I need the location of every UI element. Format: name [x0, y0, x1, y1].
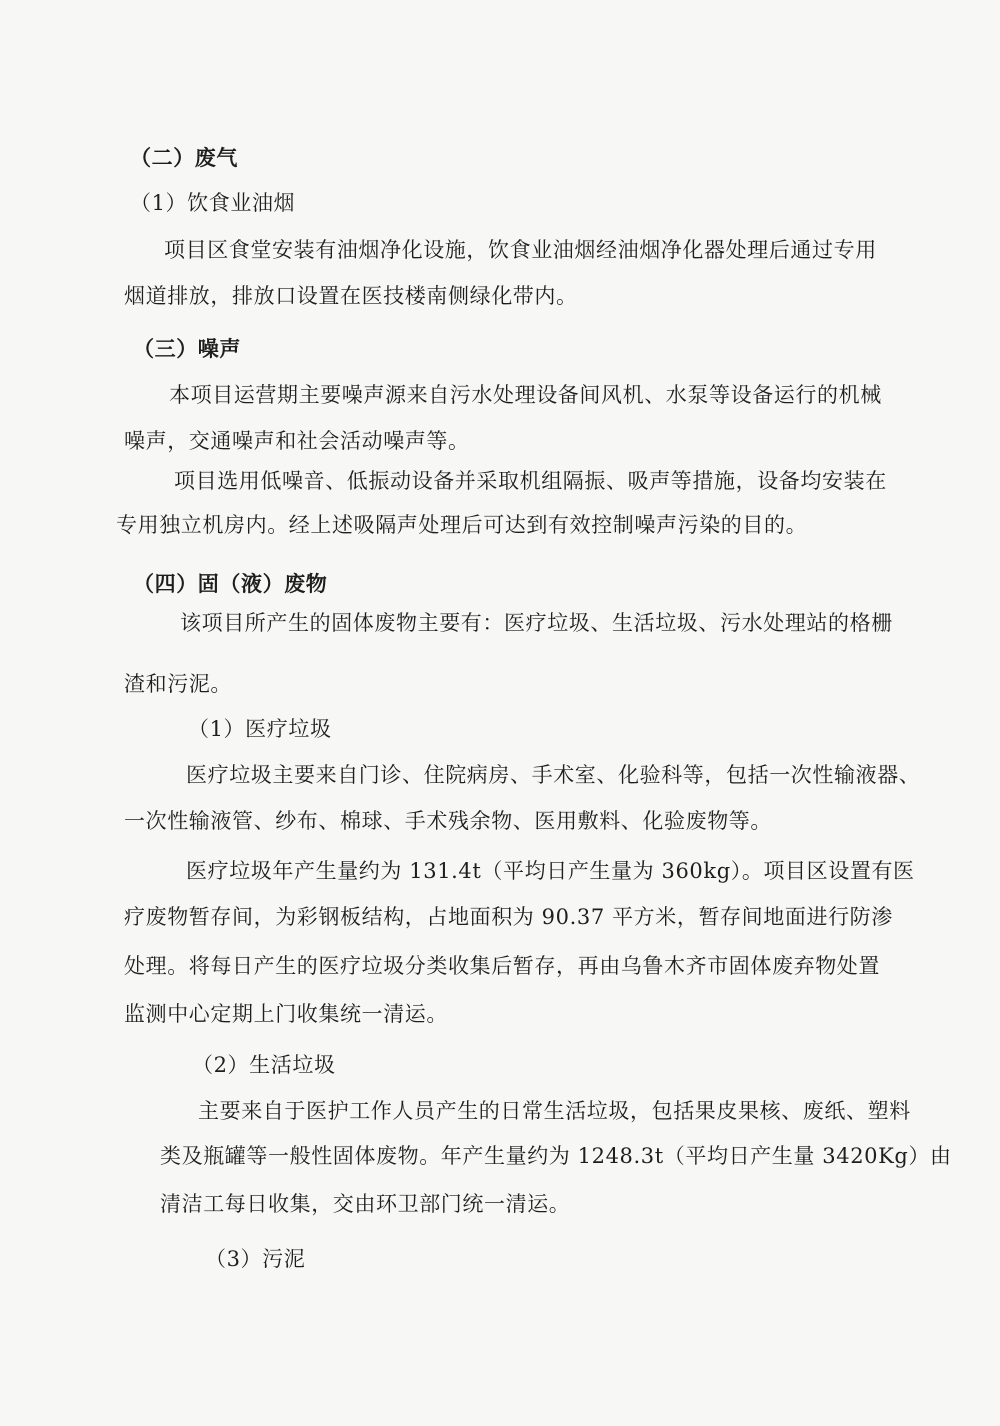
heading-noise: （三）噪声 [133, 336, 241, 361]
paragraph-line: 疗废物暂存间，为彩钢板结构，占地面积为 90.37 平方米，暂存间地面进行防渗 [124, 905, 893, 929]
subheading-cooking-fumes: （1）饮食业油烟 [130, 191, 296, 215]
heading-solid-waste: （四）固（液）废物 [133, 571, 328, 596]
paragraph-line: 烟道排放，排放口设置在医技楼南侧绿化带内。 [124, 284, 578, 308]
subheading-sludge: （3）污泥 [205, 1247, 306, 1271]
paragraph-line: 主要来自于医护工作人员产生的日常生活垃圾，包括果皮果核、废纸、塑料 [198, 1099, 911, 1123]
paragraph-line: 噪声，交通噪声和社会活动噪声等。 [124, 429, 470, 453]
paragraph-line: 项目区食堂安装有油烟净化设施，饮食业油烟经油烟净化器处理后通过专用 [164, 238, 877, 262]
paragraph-line: 专用独立机房内。经上述吸隔声处理后可达到有效控制噪声污染的目的。 [116, 513, 808, 537]
subheading-domestic-waste: （2）生活垃圾 [192, 1053, 336, 1077]
paragraph-line: 该项目所产生的固体废物主要有：医疗垃圾、生活垃圾、污水处理站的格栅 [180, 611, 893, 635]
paragraph-line: 医疗垃圾主要来自门诊、住院病房、手术室、化验科等，包括一次性输液器、 [186, 763, 921, 787]
subheading-medical-waste: （1）医疗垃圾 [188, 717, 332, 741]
paragraph-line: 项目选用低噪音、低振动设备并采取机组隔振、吸声等措施，设备均安装在 [174, 469, 887, 493]
paragraph-line: 监测中心定期上门收集统一清运。 [124, 1002, 448, 1026]
paragraph-line: 本项目运营期主要噪声源来自污水处理设备间风机、水泵等设备运行的机械 [169, 383, 882, 407]
heading-exhaust: （二）废气 [130, 145, 238, 170]
paragraph-line: 一次性输液管、纱布、棉球、手术残余物、医用敷料、化验废物等。 [124, 809, 772, 833]
paragraph-line: 渣和污泥。 [124, 672, 232, 696]
paragraph-line: 类及瓶罐等一般性固体废物。年产生量约为 1248.3t（平均日产生量 3420Kg）由 [160, 1144, 952, 1168]
paragraph-line: 清洁工每日收集，交由环卫部门统一清运。 [160, 1192, 571, 1216]
paragraph-line: 医疗垃圾年产生量约为 131.4t（平均日产生量为 360kg）。项目区设置有医 [186, 859, 915, 883]
paragraph-line: 处理。将每日产生的医疗垃圾分类收集后暂存，再由乌鲁木齐市固体废弃物处置 [124, 954, 880, 978]
